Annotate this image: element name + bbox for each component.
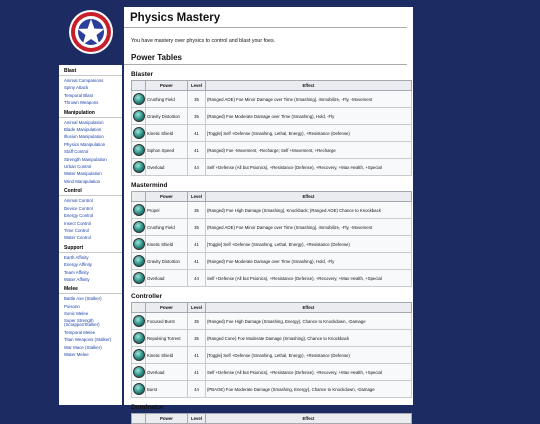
table-row [132,219,412,236]
level-cell: 41 [188,236,206,253]
power-tables-heading: Power Tables [124,44,407,65]
table-section-title: Dominator [131,404,164,411]
power-icon-cell [132,108,146,125]
sidebar-link[interactable]: Titan Weapons (Stalker) [64,337,112,343]
column-header-level: Level [188,81,206,91]
power-icon [133,272,145,284]
level-cell: 44 [188,159,206,176]
power-icon [133,221,145,233]
table-row [132,313,412,330]
sidebar-link[interactable]: Physics Manipulation [64,141,106,147]
power-icon-cell [132,91,146,108]
sidebar-link[interactable]: Urban Control [64,164,92,170]
sidebar-link[interactable]: Animal Control [64,198,93,204]
sidebar-link[interactable]: Energy Affinity [64,262,92,268]
column-header-power: Power [146,81,188,91]
power-name-cell: Siphon Speed [146,142,188,159]
power-name-cell: Gravity Distortion [146,108,188,125]
power-icon-cell [132,313,146,330]
level-cell: 41 [188,347,206,364]
power-tables [124,65,413,424]
table-row [132,159,412,176]
power-name-cell: Crushing Field [146,219,188,236]
table-section-title: Mastermind [131,182,168,189]
power-icon-cell [132,330,146,347]
level-cell: 35 [188,219,206,236]
effect-cell: [Toggle] Self +Defense (Smashing, Lethal, Energy), +Resistance (Defense) [206,347,412,364]
table-row [132,381,412,398]
sidebar-link[interactable]: Water Manipulation [64,171,102,177]
power-name-cell: Burst [146,381,188,398]
effect-cell: [Toggle] Self +Defense (Smashing, Lethal, Energy), +Resistance (Defense) [206,236,412,253]
star-shield-icon [69,10,113,54]
power-name-cell: Kinetic Shield [146,125,188,142]
sidebar-link[interactable]: Insect Control [64,220,92,226]
column-header-effect: Effect [206,414,412,424]
power-icon [133,161,145,173]
sidebar-section-title: Blast [59,65,122,76]
table-row [132,253,412,270]
power-icon-cell [132,347,146,364]
level-cell: 41 [188,253,206,270]
power-icon-cell [132,219,146,236]
sidebar-link[interactable]: Water Melee [64,351,89,357]
power-icon [133,349,145,361]
power-icon [133,332,145,344]
table-row [132,347,412,364]
column-header-level: Level [188,192,206,202]
column-header-power: Power [146,192,188,202]
sidebar-link[interactable]: Team Affinity [64,269,89,275]
sidebar-link[interactable]: Water Control [64,235,91,241]
page-title: Physics Mastery [124,7,407,28]
table-row [132,142,412,159]
power-icon [133,315,145,327]
power-icon-cell [132,364,146,381]
level-cell: 44 [188,381,206,398]
sidebar-link[interactable]: Device Control [64,205,93,211]
effect-cell: (Ranged) Foe Moderate Damage over Time (Smashing), Hold, -Fly [206,108,412,125]
effect-cell: (Ranged) Foe High Damage (Smashing, Energy), Chance to Knockdown, -Damage [206,313,412,330]
effect-cell: (Ranged) Foe High Damage (Smashing), Knockback; (Ranged AOE) Chance to Knockback [206,202,412,219]
table-header-row [132,192,412,202]
effect-cell: Self +Defense (All but Psionics), +Resistance (Defense), +Recovery, +Max Health, +Special [206,159,412,176]
column-header-icon [132,414,146,424]
sidebar-link[interactable]: Battle Axe (Stalker) [64,296,102,302]
power-icon [133,93,145,105]
power-name-cell: Overload [146,159,188,176]
effect-cell: (Ranged Cone) Foe Moderate Damage (Smashing), Chance to Knockback [206,330,412,347]
level-cell: 35 [188,313,206,330]
power-table [131,302,412,398]
table-section-title: Controller [131,293,163,300]
sidebar-link[interactable]: Illusion Manipulation [64,134,104,140]
power-table [131,413,412,424]
power-table [131,191,412,287]
table-header-row [132,303,412,313]
power-table [131,80,412,176]
power-icon-cell [132,236,146,253]
power-icon-cell [132,159,146,176]
table-row [132,330,412,347]
power-icon-cell [132,253,146,270]
power-icon [133,383,145,395]
power-name-cell: Overload [146,364,188,381]
effect-cell: (Ranged AOE) Foe Minor Damage over Time (Smashing), Immobilize, -Fly, -Movement [206,219,412,236]
column-header-level: Level [188,414,206,424]
level-cell: 41 [188,142,206,159]
power-icon-cell [132,381,146,398]
sidebar-link[interactable]: Energy Control [64,213,94,219]
sidebar-link[interactable]: Earth Affinity [64,254,89,260]
sidebar-link[interactable]: Blade Manipulation [64,127,102,133]
sidebar-link[interactable]: Super Strength (Scrapper/Stalker) [64,317,100,328]
level-cell: 35 [188,330,206,347]
power-icon [133,110,145,122]
sidebar-link[interactable]: Temporal Melee [64,329,96,335]
power-icon [133,144,145,156]
site-logo[interactable] [69,10,113,54]
sidebar-link[interactable]: Animal Manipulation [64,119,104,125]
effect-cell: [Toggle] Self +Defense (Smashing, Lethal, Energy), +Resistance (Defense) [206,125,412,142]
effect-cell: (Ranged AOE) Foe Minor Damage over Time (Smashing), Immobilize, -Fly, -Movement [206,91,412,108]
power-icon [133,366,145,378]
table-section-title: Blaster [131,71,154,78]
sidebar-link[interactable]: Temporal Blast [64,92,94,98]
effect-cell: (Ranged) Foe Moderate Damage over Time (Smashing), Hold, -Fly [206,253,412,270]
power-name-cell: Propel [146,202,188,219]
column-header-effect: Effect [206,303,412,313]
main-content [124,7,413,421]
column-header-icon [132,81,146,91]
sidebar-link[interactable]: Water Affinity [64,276,90,282]
sidebar-section-title: Manipulation [59,107,122,118]
sidebar-link[interactable]: Time Control [64,227,89,233]
power-icon-cell [132,202,146,219]
power-icon-cell [132,142,146,159]
sidebar-link[interactable]: Thrown Weapons [64,100,99,106]
power-name-cell: Crushing Field [146,91,188,108]
sidebar [59,65,122,405]
sidebar-section-title: Control [59,185,122,196]
page-intro: You have mastery over physics to control and blast your foes. [131,38,276,44]
table-header-row [132,81,412,91]
effect-cell: Self +Defense (All but Psionics), +Resistance (Defense), +Recovery, +Max Health, +Special [206,364,412,381]
column-header-effect: Effect [206,81,412,91]
sidebar-link[interactable]: Staff Control [64,149,89,155]
table-row [132,270,412,287]
level-cell: 35 [188,202,206,219]
table-row [132,236,412,253]
power-name-cell: Focused Burst [146,313,188,330]
level-cell: 35 [188,91,206,108]
sidebar-link[interactable]: Sonic Melee [64,311,89,317]
level-cell: 41 [188,364,206,381]
effect-cell: (Ranged) Foe -Movement, -Recharge; Self +Movement, +Recharge [206,142,412,159]
effect-cell: (PBAOE) Foe Moderate Damage (Smashing, Energy), Chance to Knockdown, -Damage [206,381,412,398]
power-name-cell: Kinetic Shield [146,236,188,253]
table-row [132,108,412,125]
effect-cell: Self +Defense (All but Psionics), +Resistance (Defense), +Recovery, +Max Health, +Special [206,270,412,287]
level-cell: 44 [188,270,206,287]
sidebar-link[interactable]: War Mace (Stalker) [64,344,102,350]
column-header-power: Power [146,414,188,424]
power-name-cell: Kinetic Shield [146,347,188,364]
column-header-effect: Effect [206,192,412,202]
power-icon [133,204,145,216]
sidebar-link[interactable]: Animal Companions [64,78,104,83]
power-name-cell: Overload [146,270,188,287]
power-name-cell: Gravity Distortion [146,253,188,270]
table-row [132,125,412,142]
power-icon-cell [132,125,146,142]
table-header-row [132,414,412,424]
power-icon [133,255,145,267]
column-header-icon [132,192,146,202]
table-row [132,364,412,381]
table-row [132,202,412,219]
sidebar-link[interactable]: Poisonn [64,303,80,309]
power-icon [133,238,145,250]
power-icon [133,127,145,139]
sidebar-link[interactable]: Spiny Attack [64,85,89,91]
sidebar-section-title: Support [59,242,122,253]
level-cell: 35 [188,108,206,125]
column-header-icon [132,303,146,313]
table-row [132,91,412,108]
sidebar-section-title: Melee [59,283,122,294]
power-icon-cell [132,270,146,287]
power-name-cell: Repulsing Torrent [146,330,188,347]
level-cell: 41 [188,125,206,142]
sidebar-link[interactable]: Strength Manipulation [64,156,107,162]
sidebar-link[interactable]: Wind Manipulation [64,178,101,184]
column-header-level: Level [188,303,206,313]
column-header-power: Power [146,303,188,313]
